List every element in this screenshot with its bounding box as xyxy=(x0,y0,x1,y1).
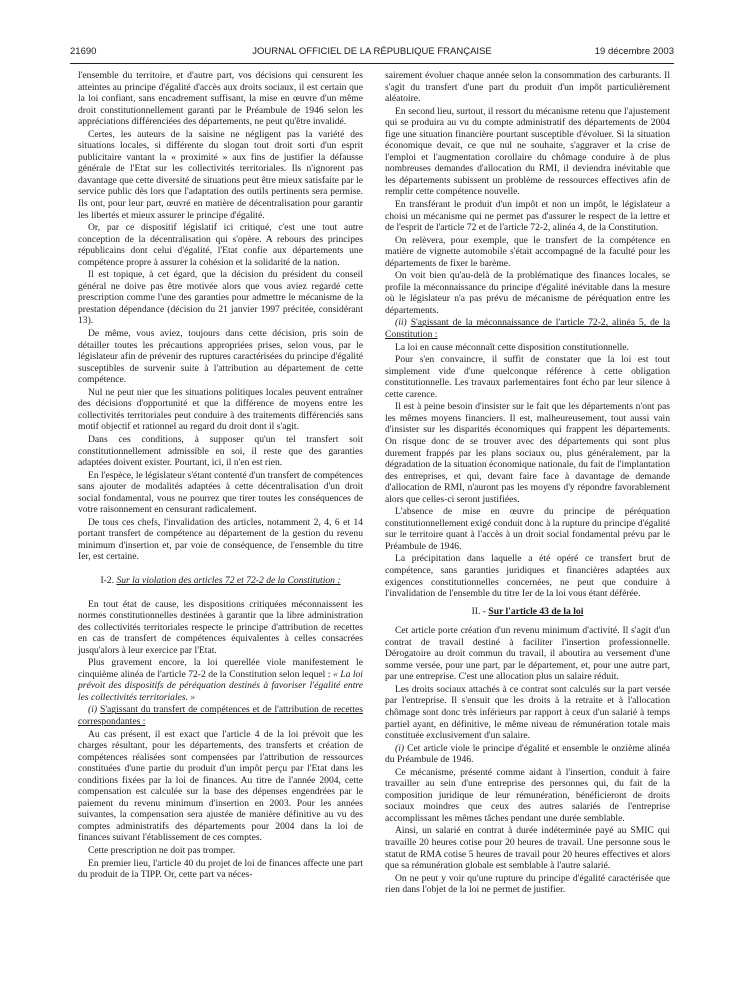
paragraph: En tout état de cause, les dispositions critiquées méconnaissent les normes constitutionnelles destinées à garantir que la libre administration des collectivités territoriales respecte le principe d'attribution de recettes en cas de transfert de compétences équivalentes à celles consacrées jusqu'alors à leur exercice par l'Etat. xyxy=(78,598,363,656)
paragraph-text: Cet article viole le principe d'égalité et ensemble le onzième alinéa du Préambule de 1946. xyxy=(385,742,670,766)
paragraph: On voit bien qu'au-delà de la problématique des finances locales, se profile la méconnaissance du principe d'égalité inévitable dans la mesure où le législateur n'a pas prévu de mécanisme de péréquation entre les départements. xyxy=(385,270,670,316)
subheading xyxy=(78,704,363,727)
subheading-marker: (i) xyxy=(88,704,98,716)
header-rule xyxy=(70,63,674,64)
heading-number: I-2. xyxy=(100,574,115,586)
heading-title: Sur l'article 43 de la loi xyxy=(488,605,584,617)
paragraph: Il est topique, à cet égard, que la décision du président du conseil général ne doive pas être motivée alors que vous aviez regardé cette prescription comme l'une des garanties pour admettre le mécanisme de la prestation dépendance (décision du 21 janvier 1997 précitée, considérant 13). xyxy=(78,269,363,327)
paragraph: Pour s'en convaincre, il suffit de constater que la loi est tout simplement vide d'une quelconque référence à cette obligation constitutionnelle. Les travaux parlementaires font écho par leur silence à cette carence. xyxy=(385,354,670,400)
paragraph: On ne peut y voir qu'une rupture du principe d'égalité caractérisée que rien dans l'objet de la loi ne permet de justifier. xyxy=(385,872,670,896)
subheading-text: S'agissant de la méconnaissance de l'article 72-2, alinéa 5, de la Constitution : xyxy=(385,317,670,341)
subheading-marker: (ii) xyxy=(395,317,407,329)
paragraph: Certes, les auteurs de la saisine ne négligent pas la variété des situations locales, si différente du slogan tout droit sorti d'un esprit publicitaire vantant la « proximité » aux fins de justifier la défausse générale de l'Etat sur les collectivités territoriales. Ils n'ignorent pas davantage que cette diversité de situations peut être mieux satisfaite par le service public dès lors que l'adaptation des outils pertinents sera permise. Ils ont, pour leur part, œuvré en matière de décentralisation pour garantir les libertés et mieux assurer le principe d'égalité. xyxy=(78,128,363,221)
subheading xyxy=(385,317,670,340)
paragraph: En premier lieu, l'article 40 du projet de loi de finances affecte une part du produit de la TIPP. Or, cette part va néces- xyxy=(78,857,363,881)
heading-number: II. - xyxy=(471,605,486,617)
left-column xyxy=(78,70,363,882)
paragraph: Les droits sociaux attachés à ce contrat sont calculés sur la part versée par l'entreprise. Il s'ensuit que les droits à la retraite et à l'allocation chômage sont donc très inférieurs par rapport à ceux d'un salarié à temps partiel ayant, en définitive, le même niveau de rémunération totale mais constituée exclusivement d'un salaire. xyxy=(385,683,670,742)
paragraph: Or, par ce dispositif législatif ici critiqué, c'est une tout autre conception de la décentralisation qui s'opère. A rebours des principes républicains dont celui d'égalité, l'Etat confie aux départements une compétence propre à assurer la cohésion et la solidarité de la nation. xyxy=(78,222,363,268)
paragraph: Dans ces conditions, à supposer qu'un tel transfert soit constitutionnellement admissible en soi, il reste que des garanties adaptées doivent exister. Pourtant, ici, il n'en est rien. xyxy=(78,433,363,469)
journal-title: JOURNAL OFFICIEL DE LA RÉPUBLIQUE FRANÇAISE xyxy=(252,46,492,57)
page-header xyxy=(70,46,674,62)
constitution-quote: « La loi prévoit des dispositifs de péréquation destinés à favoriser l'égalité entre les collectivités territoriales. » xyxy=(78,668,363,703)
paragraph: La précipitation dans laquelle a été opéré ce transfert brut de compétence, sans garanties juridiques et financières adaptées aux exigences constitutionnelles concernées, ne peut que conduire à l'invalidation de l'ensemble du titre Ier de la loi vous étant déférée. xyxy=(385,553,670,600)
paragraph-text: Plus gravement encore, la loi querellée viole manifestement le cinquième alinéa de l'article 72-2 de la Constitution selon lequel : xyxy=(78,657,363,680)
paragraph: Au cas présent, il est exact que l'article 4 de la loi prévoit que les charges résultant, pour les départements, des transferts et création de compétences réalisées sont compensées par l'attribution de ressources constituées d'une partie du produit d'un impôt perçu par l'Etat dans les conditions fixées par la loi de finances. Au titre de l'année 2004, cette compensation est calculée sur la base des dépenses engendrées par le paiement du revenu minimum d'insertion en 2003. Pour les années suivantes, la compensation sera ajustée de manière définitive au vu des comptes administratifs des départements pour 2004 dans la loi de finances suivant l'établissement de ces comptes. xyxy=(78,728,363,844)
paragraph: Il est à peine besoin d'insister sur le fait que les départements n'ont pas les mêmes moyens financiers. Il est, malheureusement, tout aussi vain d'insister sur les disparités économiques qui frappent les départements. On risque donc de se trouver avec des départements qui sont plus durement frappés par les plans sociaux ou, plus généralement, par la dégradation de la situation économique nationale, du fait de l'implantation des entreprises, et qui, devant faire face à davantage de demande d'allocation de RMI, n'auront pas les moyens d'y répondre favorablement alors que celles-ci seront justifiées. xyxy=(385,401,670,505)
paragraph: L'absence de mise en œuvre du principe de péréquation constitutionnellement exigé conduit donc à la rupture du principe d'égalité sur le territoire quant à l'accès à un droit social fondamental prévu par le Préambule de 1946. xyxy=(385,506,670,552)
right-column xyxy=(385,70,670,897)
paragraph: De même, vous aviez, toujours dans cette décision, pris soin de détailler toutes les précautions appropriées prises, selon vous, par le législateur afin de prévenir des ruptures caractérisées du principe d'égalité susceptibles de survenir suite à l'attribution au département de cette compétence. xyxy=(78,328,363,386)
subheading-text: S'agissant du transfert de compétences et de l'attribution de recettes correspondantes : xyxy=(78,704,363,727)
paragraph: En l'espèce, le législateur s'étant contenté d'un transfert de compétences sans ajouter de modalités adaptées à cette décentralisation d'un droit social fondamental, vous ne pourrez que tirer toutes les conséquences de votre raisonnement en censurant radicalement. xyxy=(78,469,363,516)
paragraph: En transférant le produit d'un impôt et non un impôt, le législateur a choisi un mécanisme qui ne permet pas d'assurer le respect de la lettre et de l'esprit de l'article 72 et de l'article 72-2, alinéa 4, de la Constitution. xyxy=(385,199,670,234)
paragraph: Ainsi, un salarié en contrat à durée indéterminée payé au SMIC qui travaille 20 heures cotise pour 20 heures de travail. Une personne sous le statut de RMA cotise 5 heures de travail pour 20 heures effectives et alors que sa rémunération globale est semblable à l'autre salarié. xyxy=(385,825,670,872)
paragraph: La loi en cause méconnaît cette disposition constitutionnelle. xyxy=(395,341,629,353)
paragraph xyxy=(78,657,363,703)
section-heading xyxy=(385,606,670,618)
heading-title: Sur la violation des articles 72 et 72-2 de la Constitution : xyxy=(116,574,341,586)
section-heading xyxy=(78,575,363,587)
paragraph: De tous ces chefs, l'invalidation des articles, notamment 2, 4, 6 et 14 portant transfert de compétence au département de la gestion du revenu minimum d'insertion et, par voie de conséquence, de l'ensemble du titre Ier, est certaine. xyxy=(78,516,363,563)
paragraph xyxy=(385,743,670,766)
paragraph: Cette prescription ne doit pas tromper. xyxy=(88,845,236,856)
page-number: 21690 xyxy=(70,46,97,57)
paragraph: Nul ne peut nier que les situations politiques locales peuvent entraîner des décisions d'opportunité et que la différence de moyens entre les collectivités territoriales peut conduire à des traitements différenciés sans motif objectif et rationnel au regard du droit dont il s'agit. xyxy=(78,386,363,433)
paragraph: Cet article porte création d'un revenu minimum d'activité. Il s'agit d'un contrat de travail destiné à faciliter l'insertion professionnelle. Dérogatoire au droit commun du travail, il aboutira au versement d'une somme versée, pour une part, par le département, et, pour une autre part, par une entreprise. C'est une allocation plus un salaire réduit. xyxy=(385,625,670,683)
paragraph: sairement évoluer chaque année selon la consommation des carburants. Il s'agit du transfert d'une part du produit d'un impôt particulièrement aléatoire. xyxy=(385,70,670,105)
publication-date: 19 décembre 2003 xyxy=(594,46,674,57)
paragraph: En second lieu, surtout, il ressort du mécanisme retenu que l'ajustement qui se produira au vu du compte administratif des départements de 2004 fige une situation financière pourtant susceptible d'évoluer. Si la situation économique devait, ce que nul ne souhaite, s'aggraver et la crise de l'emploi et l'augmentation corollaire du chômage conduire à de plus nombreuses demandes d'allocation du RMI, il deviendra inévitable que les départements subissent un problème de ressources effectives afin de remplir cette compétence nouvelle. xyxy=(385,105,670,198)
paragraph: Ce mécanisme, présenté comme aidant à l'insertion, conduit à faire travailler au sein d'une entreprise des personnes qui, du fait de la composition juridique de leur rémunération, bénéficieront de droits sociaux moindres que ceux des autres salariés de l'entreprise accomplissant les mêmes tâches pendant une durée semblable. xyxy=(385,766,670,824)
subheading-marker: (i) xyxy=(395,742,405,754)
paragraph: On relèvera, pour exemple, que le transfert de la compétence en matière de vignette automobile s'était accompagné de la faculté pour les départements de fixer le barème. xyxy=(385,234,670,269)
paragraph: l'ensemble du territoire, et d'autre part, vos décisions qui censurent les atteintes au principe d'égalité d'accès aux droits sociaux, il est certain que la loi confiant, sans encadrement suffisant, la mise en œuvre d'un même droit constitutionnellement garanti par le Préambule de 1946 selon les appréciations différenciées des départements, ne peut qu'être invalidé. xyxy=(78,70,363,128)
